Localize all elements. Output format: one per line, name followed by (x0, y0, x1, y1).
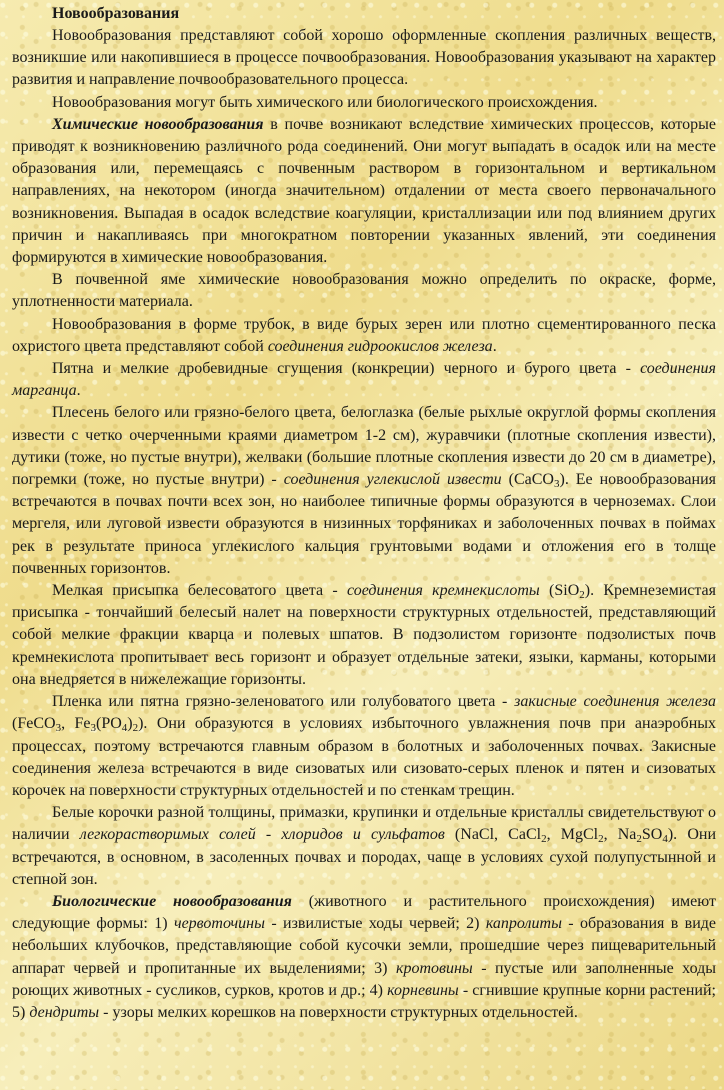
paragraph-text: . Они образуются в условиях избыточного увлажнения почв при анаэробных процессах, поэтому встречаются главным образом в болотных и заболоченных почвах. Закисные соединения железа встречаются в виде сизоватых или сизовато-серых пленок и пятен и сизоватых корочек на поверхности структурных отдельностей и по стенкам трещин. (12, 715, 717, 799)
paragraph-intro: Новообразования представляют собой хорошо оформленные скопления различных веществ, возникшие или накопившиеся в процессе почвообразования. Новообразования указывают на характер развития и направление почвообразовательного процесса. (12, 27, 716, 89)
term-root-channels: корневины (387, 981, 459, 999)
paragraph-text: Белые корочки разной толщины, примазки, крупинки и отдельные кристаллы свидетельствуют о наличии (12, 804, 716, 844)
paragraph-text: . Они встречаются, в основном, в засоленных почвах и породах, чаще в условиях сухой полупустынной и степной зон. (12, 826, 717, 888)
formula-caco3: (CaCO$_3$) (508, 471, 565, 491)
paragraph-text: Мелкая присыпка белесоватого цвета - (52, 582, 347, 600)
paragraph-text: - пустые или заполненные ходы роющих животных - сусликов, сурков, кротов и др.; 4) (12, 959, 716, 999)
formula-salts: (NaCl, CaCl$_2$, MgCl$_2$, $Na_2SO_4$) (444, 826, 674, 846)
paragraph-manganese (12, 358, 716, 402)
paragraph-chemical (12, 114, 716, 269)
term-krotovinas: кротовины (395, 959, 473, 977)
term-coprolites: капролиты (485, 915, 562, 933)
paragraph-text: - извилистые ходы червей; 2) (264, 915, 486, 933)
paragraph-text: Новообразования в форме трубок, в виде бурых зерен или плотно сцементированного песка охристого цвета представляют собой (12, 315, 716, 355)
paragraph-text: . Кремнеземистая присыпка - тончайший белесый налет на поверхности структурных отдельностей, представляющий собой мелкие фракции кварца и полевых шпатов. В подзолистом горизонте подзолистых почв кремнекислота пропитывает весь горизонт и образует отдельные затеки, языки, карманы, которыми она внедряется в нижележащие горизонты. (12, 582, 717, 688)
paragraph-biological (12, 891, 716, 1024)
paragraph-origin: Новообразования могут быть химического или биологического происхождения. (52, 93, 598, 111)
paragraph-text: - сгнившие крупные корни растений; 5) (12, 981, 717, 1021)
paragraph-iron-hydroxides (12, 314, 716, 358)
paragraph-pit: В почвенной яме химические новообразования можно определить по окраске, форме, уплотненности материала. (12, 271, 716, 311)
paragraph-text: - образования в виде небольших клубочков, представляющие собой кусочки земли, прошедшие через пищеварительный аппарат червей и пропитанные их выделениями; 3) (12, 915, 717, 977)
formula-ferrous: (FeCO$_3$, $Fe_3(PO_4)_2$) (12, 715, 144, 735)
paragraph-text: Плесень белого или грязно-белого цвета, белоглазка (белые рыхлые округлой формы скопления извести с четко очерченными краями диаметром 1-2 см), журавчики (плотные скопления извести), дутики (тоже, но пустые внутри), желваки (большие плотные скопления извести до 20 см в диаметре), погремки (тоже, но пустые внутри) - (12, 404, 716, 489)
term-ferrous-compounds: закисные соединения железа (514, 693, 716, 711)
term-iron-hydroxides: соединения гидроокислов железа (267, 337, 493, 355)
paragraph-ferrous (12, 691, 716, 802)
term-biological-formations: Биологические новообразования (52, 892, 292, 910)
paragraph-text: Пятна и мелкие дробевидные сгущения (конкреции) черного и бурого цвета - (52, 360, 641, 378)
paragraph-text: (животного и растительного происхождения) имеют следующие формы: 1) (12, 892, 716, 933)
paragraph-end: . (76, 382, 81, 400)
paragraph-text: - узоры мелких корешков на поверхности структурных отдельностей. (99, 1003, 578, 1021)
paragraph-lime (12, 402, 716, 580)
term-carbonate-lime: соединения углекислой извести (283, 471, 502, 489)
formula-sio2: (SiO$_2$) (539, 582, 591, 602)
term-dendrites: дендриты (29, 1003, 100, 1021)
section-title: Новообразования (52, 5, 180, 22)
term-soluble-salts: легкорастворимых солей - хлоридов и сульфатов (79, 826, 445, 844)
term-manganese: соединения марганца (12, 360, 716, 400)
term-chemical-formations: Химические новообразования (52, 115, 264, 133)
paragraph-salts (12, 802, 716, 891)
paragraph-silica (12, 580, 716, 691)
paragraph-end: . (492, 337, 497, 355)
term-wormholes: червоточины (173, 915, 265, 933)
paragraph-text: в почве возникают вследствие химических процессов, которые приводят к возникновению различного рода соединений. Они могут выпадать в осадок или на месте образования или, перемещаясь с почвенным раствором в горизонтальном и вертикальном направлениях, на некотором (иногда значительном) отдалении от места своего первоначального возникновения. Выпадая в осадок вследствие коагуляции, кристаллизации или под влиянием других причин и накапливаясь при многократном повторении указанных явлений, эти соединения формируются в химические новообразования. (12, 115, 716, 267)
term-silica: соединения кремнекислоты (346, 582, 540, 600)
paragraph-text: Пленка или пятна грязно-зеленоватого или голубоватого цвета - (52, 693, 515, 711)
paragraph-text: . Ее новообразования встречаются в почвах почти всех зон, но наиболее типичные формы образуются в черноземах. Слои мергеля, или луговой извести образуются в низинных торфяниках и заболоченных почвах в поймах рек в результате приноса углекислого кальция грунтовыми водами и отложения его в толще почвенных горизонтов. (12, 471, 717, 577)
